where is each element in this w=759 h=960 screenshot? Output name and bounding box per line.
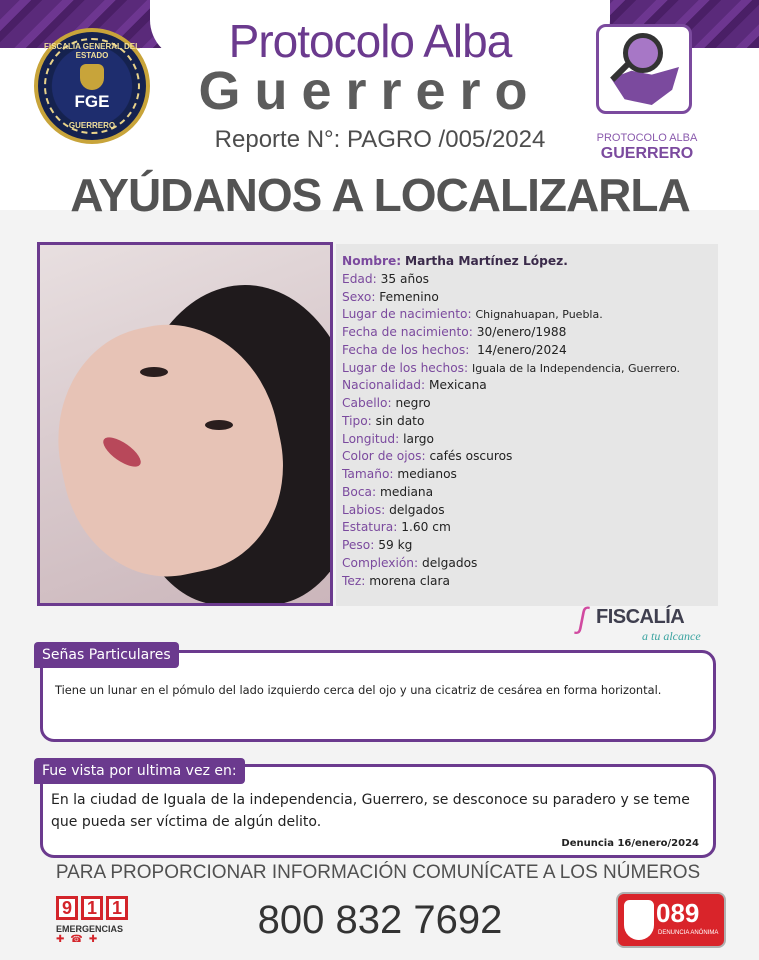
- detail-value: negro: [395, 396, 431, 410]
- title-line2: Guerrero: [198, 61, 542, 121]
- detail-value: delgados: [422, 555, 478, 570]
- detail-label: Edad:: [342, 271, 377, 286]
- detail-value: Femenino: [379, 289, 439, 304]
- detail-value: Mexicana: [429, 378, 487, 393]
- detail-label: Peso:: [342, 538, 375, 552]
- detail-value: Iguala de la Independencia, Guerrero.: [472, 361, 680, 375]
- fge-seal-logo: [34, 28, 150, 144]
- detail-value: 35 años: [380, 271, 430, 286]
- crest-icon: [80, 64, 104, 90]
- detail-label: Complexión:: [342, 555, 419, 570]
- senas-tag: Señas Particulares: [34, 642, 179, 668]
- denuncia-089-logo: [616, 892, 726, 948]
- detail-label: Lugar de los hechos:: [342, 360, 469, 375]
- detail-row-nacionalidad: [342, 377, 712, 395]
- detail-value: cafés oscuros: [429, 449, 513, 464]
- detail-row-nombre: [342, 253, 712, 271]
- d089-number: 089: [656, 898, 700, 928]
- photo-eye-right: [205, 420, 233, 430]
- detail-label: Nacionalidad:: [342, 378, 426, 393]
- fiscalia-swoosh-icon: ʃ: [578, 602, 587, 635]
- e911-digits: [56, 896, 130, 920]
- alba-logo-line2: GUERRERO: [600, 145, 694, 162]
- detail-row-lugar-hechos: [342, 360, 712, 378]
- detail-value: 30/enero/1988: [476, 325, 567, 339]
- detail-row-complexion: [342, 555, 712, 573]
- detail-row-color-ojos: [342, 448, 712, 466]
- emergency-icons: ✚☎✚: [56, 934, 104, 945]
- seal-top-text: FISCALÍA GENERAL DEL ESTADO: [43, 42, 140, 60]
- senas-text: Tiene un lunar en el pómulo del lado izquierdo cerca del ojo y una cicatriz de cesárea en forma horizontal.: [55, 683, 662, 697]
- detail-label: Labios:: [342, 502, 386, 517]
- fiscalia-tagline: a tu alcance: [642, 629, 701, 643]
- detail-row-fecha-nacimiento: [342, 324, 712, 342]
- detail-label: Tipo:: [342, 413, 372, 428]
- detail-row-peso: [342, 537, 712, 555]
- missing-person-photo: [37, 242, 333, 606]
- detail-row-boca: [342, 484, 712, 502]
- detail-label: Tez:: [342, 573, 366, 588]
- seal-bottom-text: GUERRERO: [68, 121, 116, 130]
- detail-value: largo: [403, 431, 434, 446]
- detail-row-cabello: [342, 395, 712, 413]
- e911-label: EMERGENCIAS: [56, 924, 124, 934]
- detail-label: Color de ojos:: [342, 449, 426, 464]
- detail-label: Fecha de nacimiento:: [342, 325, 473, 339]
- report-number: Reporte N°: PAGRO /005/2024: [214, 126, 546, 153]
- detail-label: Boca:: [342, 484, 377, 499]
- contact-heading: PARA PROPORCIONAR INFORMACIÓN COMUNÍCATE A LOS NÚMEROS: [55, 862, 701, 883]
- detail-row-tez: [342, 573, 712, 591]
- detail-row-fecha-hechos: [342, 342, 712, 360]
- detail-value: Martha Martínez López.: [405, 254, 568, 268]
- detail-value: sin dato: [375, 413, 425, 428]
- detail-row-labios: [342, 502, 712, 520]
- e911-digit: 1: [81, 896, 103, 920]
- detail-label: Estatura:: [342, 520, 398, 535]
- emergencias-911-logo: [56, 896, 130, 950]
- detail-row-sexo: [342, 289, 712, 307]
- detail-value: 59 kg: [378, 538, 413, 552]
- detail-label: Nombre:: [342, 254, 402, 268]
- fiscalia-logo: [578, 602, 718, 642]
- photo-eye-left: [140, 367, 168, 377]
- detail-value: 1.60 cm: [401, 520, 451, 535]
- detail-label: Cabello:: [342, 396, 392, 410]
- detail-value: medianos: [397, 467, 457, 481]
- seal-center-text: FGE: [74, 92, 110, 111]
- detail-row-edad: [342, 271, 712, 289]
- fiscalia-name: FISCALÍA: [596, 606, 685, 628]
- alba-logo-line1: PROTOCOLO ALBA: [596, 132, 698, 144]
- title-line1: Protocolo Alba: [228, 15, 512, 67]
- detail-row-tamano: [342, 466, 712, 484]
- detail-label: Fecha de los hechos:: [342, 342, 470, 357]
- denuncia-date: Denuncia 16/enero/2024: [561, 838, 699, 849]
- person-details: [336, 244, 718, 606]
- detail-label: Lugar de nacimiento:: [342, 307, 472, 322]
- detail-label: Tamaño:: [342, 467, 394, 481]
- protocolo-alba-logo: [596, 24, 692, 114]
- detail-label: Sexo:: [342, 289, 376, 304]
- detail-value: delgados: [389, 502, 445, 517]
- detail-label: Longitud:: [342, 431, 400, 446]
- detail-value: Chignahuapan, Puebla.: [475, 308, 603, 322]
- vista-text: En la ciudad de Iguala de la independencia, Guerrero, se desconoce su paradero y se teme que pueda ser víctima de algún delito.: [51, 792, 690, 830]
- detail-value: morena clara: [369, 573, 450, 588]
- page-headline: AYÚDANOS A LOCALIZARLA: [70, 169, 690, 221]
- shield-icon: [624, 900, 654, 940]
- e911-digit: 9: [56, 896, 78, 920]
- e911-digit: 1: [106, 896, 128, 920]
- detail-row-tipo: [342, 413, 712, 431]
- detail-row-estatura: [342, 519, 712, 537]
- hotline-number: 800 832 7692: [257, 898, 503, 942]
- d089-subtext: DENUNCIA ANÓNIMA: [658, 930, 719, 936]
- detail-value: 14/enero/2024: [477, 342, 567, 357]
- detail-row-lugar-nacimiento: [342, 306, 712, 324]
- detail-row-longitud: [342, 431, 712, 449]
- vista-tag: Fue vista por ultima vez en:: [34, 758, 245, 784]
- detail-value: mediana: [379, 484, 434, 499]
